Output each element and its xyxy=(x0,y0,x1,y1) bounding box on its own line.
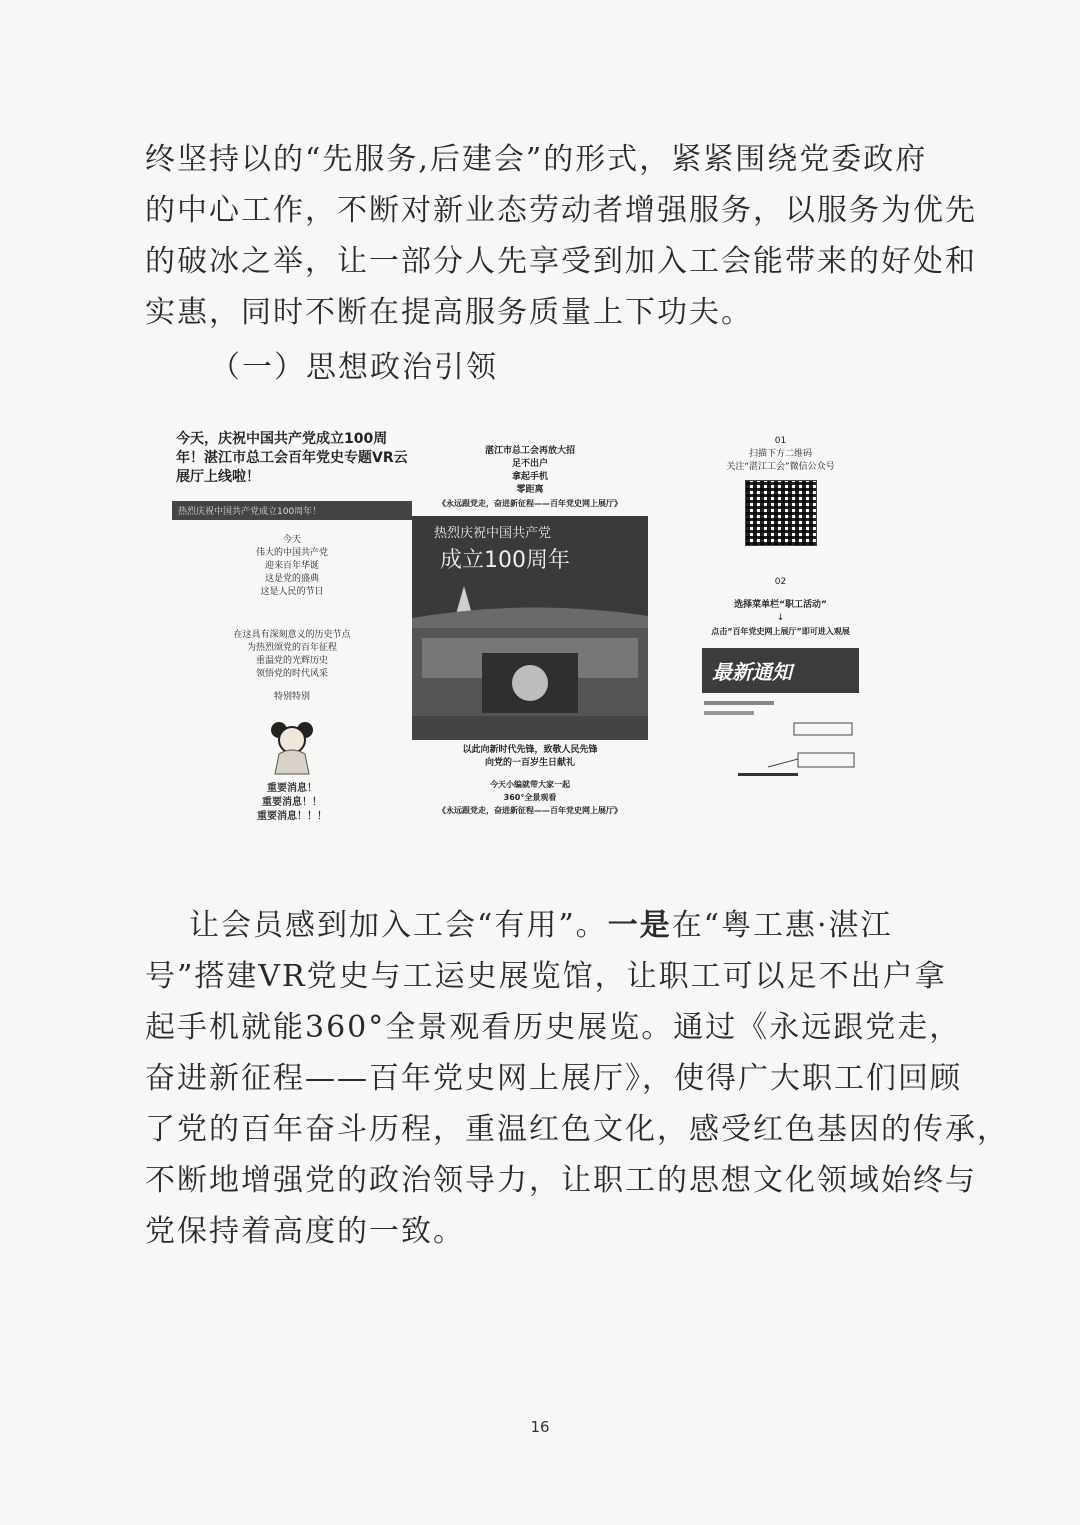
figure-panel-right xyxy=(698,435,863,825)
text-line: 重要消息！！！ xyxy=(257,811,327,822)
text-line: 湛江市总工会再放大招 xyxy=(484,446,575,456)
text-line: 在这具有深刻意义的历史节点 xyxy=(233,630,351,640)
paragraph-line: 党保持着高度的一致。 xyxy=(145,1214,465,1249)
paragraph-line: 的破冰之举，让一部分人先享受到加入工会能带来的好处和 xyxy=(145,244,977,279)
paragraph-line: 号”搭建VR党史与工运史展览馆，让职工可以足不出户拿 xyxy=(145,959,947,994)
step-number: 01 xyxy=(774,436,787,446)
text-line: 领悟党的时代风采 xyxy=(255,669,328,679)
paragraph-line xyxy=(145,900,905,951)
text-line: 向党的一百岁生日献礼 xyxy=(484,758,575,768)
qr-code-icon xyxy=(745,480,817,546)
banner-line-2: 成立100周年 xyxy=(440,548,570,573)
step-number: 02 xyxy=(774,577,787,587)
panel-footer xyxy=(172,782,412,824)
panel-caption xyxy=(412,778,648,817)
step-text xyxy=(698,448,863,474)
text-run: 在“粤工惠·湛江 xyxy=(671,908,893,943)
text-line: 重要消息！！ xyxy=(262,797,322,808)
paragraph-line: 实惠，同时不断在提高服务质量上下功夫。 xyxy=(145,295,753,330)
latest-notice-banner: 最新通知 xyxy=(702,648,859,693)
text-line: 以此向新时代先锋，致敬人民先锋 xyxy=(462,745,598,755)
text-line: 迎来百年华诞 xyxy=(264,561,319,571)
paragraph-line: 不断地增强党的政治领导力，让职工的思想文化领域始终与 xyxy=(145,1163,977,1198)
menu-screenshot-icon xyxy=(698,697,863,777)
paragraph-line: 终坚持以的“先服务,后建会”的形式，紧紧围绕党委政府 xyxy=(145,142,928,177)
paragraph-line: 起手机就能360°全景观看历史展览。通过《永远跟党走， xyxy=(145,1010,962,1045)
paragraph-line: 的中心工作，不断对新业态劳动者增强服务，以服务为优先 xyxy=(145,193,977,228)
vr-hall-image xyxy=(412,628,648,740)
text-line: 重温党的光辉历史 xyxy=(255,656,328,666)
panel-quote: 《永远跟党走，奋进新征程——百年党史网上展厅》 xyxy=(438,499,622,508)
text-line: 360°全景观看 xyxy=(503,793,557,802)
text-line: 重要消息！ xyxy=(267,783,317,794)
section-heading: （一）思想政治引领 xyxy=(210,350,498,385)
paragraph-2 xyxy=(145,900,1009,1257)
exhibition-hall-icon xyxy=(412,628,648,740)
text-line: 这是人民的节日 xyxy=(260,587,324,597)
figure-panel-left xyxy=(172,430,412,840)
text-line: 这是党的盛典 xyxy=(264,574,319,584)
cartoon-girl-illustration xyxy=(257,716,327,776)
bold-text-run: 一是 xyxy=(607,908,672,943)
text-line: 足不出户 xyxy=(511,459,548,469)
text-line: 关注“湛江工会”微信公众号 xyxy=(726,462,835,472)
panel-header xyxy=(412,445,648,497)
celebration-banner-image xyxy=(412,516,648,628)
text-line: 为热烈颂党的百年征程 xyxy=(246,643,337,653)
text-run: 让会员感到加入工会“有用”。 xyxy=(189,908,608,943)
text-line: 拿起手机 xyxy=(511,472,548,482)
text-line: 今天小编就带大家一起 xyxy=(490,780,570,789)
text-line: 《永远跟党走，奋进新征程——百年党史网上展厅》 xyxy=(438,806,622,815)
panel-caption xyxy=(412,744,648,770)
text-line: 特别特别 xyxy=(273,692,310,702)
paragraph-line: 奋进新征程——百年党史网上展厅》，使得广大职工们回顾 xyxy=(145,1061,962,1096)
panel-title: 今天，庆祝中国共产党成立100周年！湛江市总工会百年党史专题VR云展厅上线啦！ xyxy=(176,431,408,485)
text-line: 伟大的中国共产党 xyxy=(255,548,328,558)
monument-silhouette-icon xyxy=(412,578,648,628)
paragraph-1 xyxy=(145,134,977,338)
arrow-down-icon: ↓ xyxy=(776,613,785,623)
panel-text-block xyxy=(172,534,412,599)
step-text: 点击“百年党史网上展厅”即可进入观展 xyxy=(711,627,850,636)
panel-banner-bar: 热烈庆祝中国共产党成立100周年！ xyxy=(172,501,412,520)
figure-panel-middle xyxy=(412,445,648,840)
page-number: 16 xyxy=(530,1418,550,1436)
step-text: 选择菜单栏“职工活动” xyxy=(734,600,827,610)
text-line: 今天 xyxy=(282,535,301,545)
text-line: 零距离 xyxy=(516,485,544,495)
paragraph-line: 了党的百年奋斗历程，重温红色文化，感受红色基因的传承， xyxy=(145,1112,1009,1147)
panel-text-block xyxy=(172,629,412,704)
banner-line-1: 热烈庆祝中国共产党 xyxy=(434,526,552,541)
text-line: 扫描下方二维码 xyxy=(748,449,812,459)
